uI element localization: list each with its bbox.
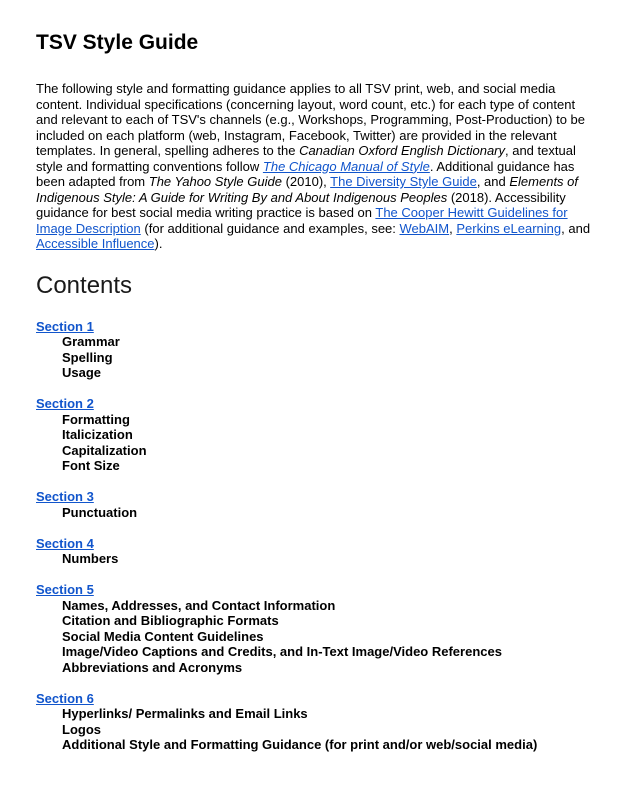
toc-section-link-4[interactable]: Section 4 (36, 535, 94, 551)
toc-section-6 (36, 691, 593, 753)
contents-heading: Contents (36, 271, 133, 299)
toc-item: Spelling (62, 349, 113, 365)
intro-text-segment: , (449, 220, 457, 236)
perkins-elearning-link[interactable]: Perkins eLearning (456, 220, 562, 236)
intro-text-segment: (2010), (281, 174, 331, 189)
intro-text-segment: , and textual style and formatting conventions follow (36, 143, 576, 174)
page-title: TSV Style Guide (36, 31, 199, 54)
toc-section-link-3[interactable]: Section 3 (36, 489, 94, 504)
intro-text-segment: , and (561, 220, 591, 236)
toc-section-2 (36, 396, 593, 474)
toc-item: Image/Video Captions and Credits, and In-Text Image/Video References (62, 644, 502, 659)
toc-item: Additional Style and Formatting Guidance (for print and/or web/social media) (62, 737, 538, 752)
toc-section-3 (36, 489, 593, 520)
toc-section-link-6[interactable]: Section 6 (36, 690, 94, 706)
toc-item: Abbreviations and Acronyms (62, 659, 243, 675)
diversity-style-guide-link[interactable]: The Diversity Style Guide (330, 174, 477, 189)
toc-section-link-5[interactable]: Section 5 (36, 582, 94, 597)
intro-text-segment: (for additional guidance and examples, see: (140, 220, 400, 236)
toc-section-1 (36, 319, 593, 381)
intro-text-segment: , and (476, 174, 510, 189)
toc-item: Numbers (62, 551, 119, 566)
toc-section-link-1[interactable]: Section 1 (36, 318, 94, 334)
toc-item: Grammar (62, 334, 120, 349)
intro-text-segment: Canadian Oxford English Dictionary (299, 143, 505, 158)
intro-text-segment: The following style and formatting guidance applies to all TSV print, web, and social media content. Individual specifications (concerning layout, word count, etc.) for each type of content and relevant to each of TSV's channels (e.g., Workshops, Programming, Post-Production) to be included on each platform (web, Instagram, Facebook, Twitter) are provided in the relevant templates. In general, spelling adheres to the (36, 81, 586, 158)
toc-item: Capitalization (62, 442, 147, 458)
toc-section-4 (36, 536, 593, 567)
intro-text-segment: The Yahoo Style Guide (148, 174, 282, 189)
toc-item: Usage (62, 365, 102, 380)
intro-text-segment: (2018). Accessibility guidance for best social media writing practice is based on (36, 189, 566, 220)
toc-section-link-2[interactable]: Section 2 (36, 396, 94, 411)
toc-item: Names, Addresses, and Contact Information (62, 597, 336, 613)
toc-item: Hyperlinks/ Permalinks and Email Links (62, 706, 308, 721)
toc-section-5 (36, 582, 593, 675)
toc-item: Citation and Bibliographic Formats (62, 613, 279, 628)
chicago-manual-link[interactable]: The Chicago Manual of Style (262, 158, 430, 174)
toc-item: Italicization (62, 427, 133, 442)
intro-text-segment: . Additional guidance has been adapted from (36, 158, 575, 189)
toc-item: Logos (62, 721, 101, 737)
cooper-hewitt-link[interactable]: The Cooper Hewitt Guidelines for Image Description (36, 205, 568, 236)
table-of-contents (36, 319, 593, 753)
webaim-link[interactable]: WebAIM (399, 220, 450, 236)
intro-text-segment: Elements of Indigenous Style: A Guide for Writing By and About Indigenous Peoples (36, 174, 579, 205)
intro-text-segment: ). (154, 236, 163, 251)
accessible-influence-link[interactable]: Accessible Influence (36, 236, 155, 251)
toc-item: Punctuation (62, 504, 138, 520)
toc-item: Social Media Content Guidelines (62, 628, 264, 644)
intro-paragraph (36, 81, 593, 252)
toc-item: Formatting (62, 411, 130, 427)
toc-item: Font Size (62, 458, 120, 473)
